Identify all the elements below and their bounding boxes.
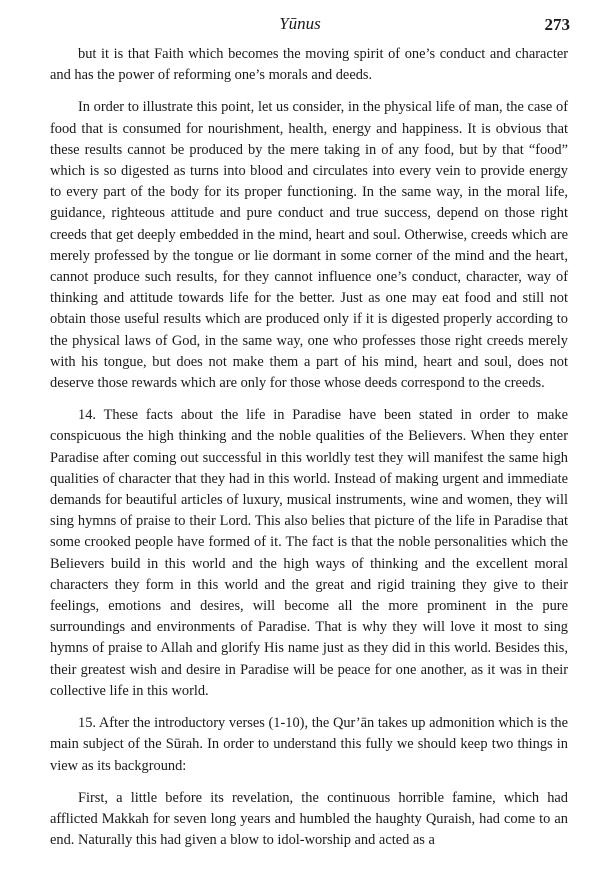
- page-body: [50, 44, 568, 862]
- paragraph-continuation: but it is that Faith which becomes the moving spirit of one’s conduct and character and has the power of reforming one’s morals and deeds.: [50, 46, 568, 84]
- paragraph-note-15: 15. After the introductory verses (1-10), the Qur’ān takes up admonition which is the main subject of the Sūrah. In order to understand this fully we should keep two things in view as its background:: [50, 715, 568, 774]
- page-number: 273: [544, 15, 570, 34]
- paragraph-note-14: 14. These facts about the life in Paradise have been stated in order to make conspicuous the high thinking and the noble qualities of the Believers. When they enter Paradise after coming out successful in this worldly test they will manifest the same high qualities of character that they had in this world. Instead of making urgent and immediate demands for beautiful articles of luxury, musical instruments, wine and women, they will sing hymns of praise to their Lord. This also belies that picture of the life in Paradise that some crooked people have formed of it. The fact is that the noble personalities which the Believers build in this world and the high ways of thinking and the excellent moral characters they form in this world and the great and rigid training they give to their feelings, emotions and desires, will become all the more prominent in the pure surroundings and environments of Paradise. That is why they will love it most to sing hymns of praise to Allah and glorify His name just as they did in this world. Besides this, their greatest wish and desire in Paradise will be peace for one another, as it was in their collective life in this world.: [50, 407, 568, 699]
- paragraph: First, a little before its revelation, the continuous horrible famine, which had afflicted Makkah for seven long years and humbled the haughty Quraish, had come to an end. Naturally this had given a blow to idol-worship and acted as a: [50, 789, 568, 849]
- paragraph: In order to illustrate this point, let us consider, in the physical life of man, the case of food that is consumed for nourishment, health, energy and happiness. It is obvious that these results cannot be produced by the mere taking in of any food, but by that “food” which is so digested as turns into blood and circulates into every vein to provide energy to every part of the body for its proper functioning. In the same way, in the moral life, guidance, righteous attitude and pure conduct and true success, depend on those right creeds that get deeply embedded in the mind, heart and soul. Otherwise, creeds which are merely professed by the tongue or lie dormant in some corner of the mind and the heart, cannot produce such results, for they cannot influence one’s conduct, character, way of thinking and attitude towards life for the better. Just as one may eat food and still not obtain those useful results which are produced only if it is digested properly according to the physical laws of God, in the same way, one who professes those right creeds merely with his tongue, but does not make them a part of his mind, heart and soul, does not deserve those rewards which are only for those whose deeds correspond to the creeds.: [50, 99, 568, 392]
- page-header: [0, 14, 600, 38]
- running-title: Yūnus: [279, 14, 321, 33]
